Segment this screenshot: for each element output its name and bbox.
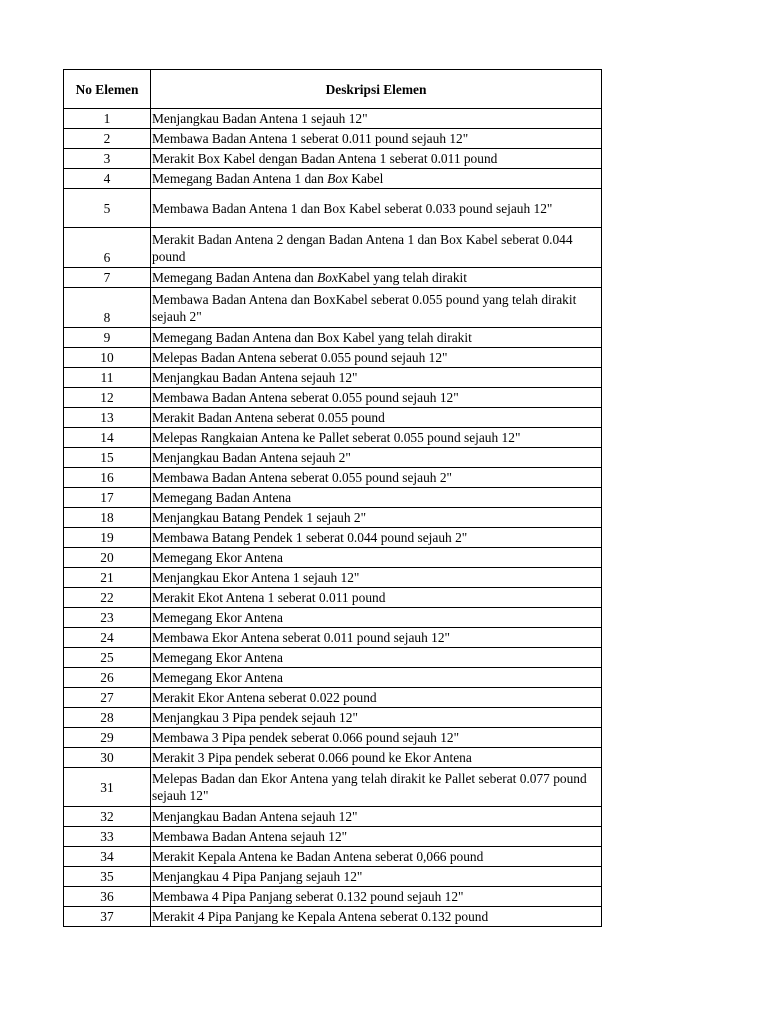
element-number: 30 <box>64 748 151 768</box>
table-row <box>64 648 602 668</box>
table-row <box>64 867 602 887</box>
table-row <box>64 768 602 807</box>
element-number: 34 <box>64 847 151 867</box>
table-row <box>64 628 602 648</box>
element-number: 16 <box>64 468 151 488</box>
element-description: Menjangkau 4 Pipa Panjang sejauh 12" <box>151 867 602 887</box>
element-number: 20 <box>64 548 151 568</box>
element-number: 25 <box>64 648 151 668</box>
element-description: Menjangkau 3 Pipa pendek sejauh 12" <box>151 708 602 728</box>
table-row <box>64 708 602 728</box>
element-description: Merakit Ekor Antena seberat 0.022 pound <box>151 688 602 708</box>
table-row <box>64 448 602 468</box>
table-row <box>64 887 602 907</box>
description-text: Memegang Badan Antena dan <box>152 270 318 285</box>
element-description: Memegang Ekor Antena <box>151 668 602 688</box>
element-description: Membawa Batang Pendek 1 seberat 0.044 pound sejauh 2" <box>151 528 602 548</box>
element-number: 10 <box>64 348 151 368</box>
element-number: 8 <box>64 288 151 328</box>
element-description: Menjangkau Badan Antena 1 sejauh 12" <box>151 109 602 129</box>
element-description: Memegang Badan Antena dan Box Kabel yang telah dirakit <box>151 328 602 348</box>
table-row <box>64 548 602 568</box>
element-description: Memegang Ekor Antena <box>151 548 602 568</box>
table-row <box>64 428 602 448</box>
description-italic-text: Box <box>317 270 338 285</box>
element-number: 13 <box>64 408 151 428</box>
table-row <box>64 408 602 428</box>
element-number: 12 <box>64 388 151 408</box>
element-number: 19 <box>64 528 151 548</box>
table-row <box>64 907 602 927</box>
element-number: 31 <box>64 768 151 807</box>
element-description: Merakit Badan Antena 2 dengan Badan Antena 1 dan Box Kabel seberat 0.044 pound <box>151 228 602 268</box>
table-row <box>64 388 602 408</box>
element-number: 21 <box>64 568 151 588</box>
element-number: 2 <box>64 129 151 149</box>
element-number: 24 <box>64 628 151 648</box>
element-description: Membawa Badan Antena 1 seberat 0.011 pound sejauh 12" <box>151 129 602 149</box>
element-number: 23 <box>64 608 151 628</box>
element-description: Menjangkau Badan Antena sejauh 2" <box>151 448 602 468</box>
element-description: Membawa 3 Pipa pendek seberat 0.066 pound sejauh 12" <box>151 728 602 748</box>
element-number: 9 <box>64 328 151 348</box>
table-row <box>64 608 602 628</box>
description-text: Kabel <box>347 171 384 186</box>
element-number: 1 <box>64 109 151 129</box>
table-row <box>64 468 602 488</box>
table-row <box>64 827 602 847</box>
element-number: 5 <box>64 189 151 228</box>
table-body <box>64 109 602 927</box>
element-description: Merakit Kepala Antena ke Badan Antena seberat 0,066 pound <box>151 847 602 867</box>
table-row <box>64 268 602 288</box>
element-description: Membawa Badan Antena dan BoxKabel seberat 0.055 pound yang telah dirakit sejauh 2" <box>151 288 602 328</box>
element-number: 29 <box>64 728 151 748</box>
element-description: Memegang Ekor Antena <box>151 608 602 628</box>
table-row <box>64 288 602 328</box>
table-row <box>64 368 602 388</box>
element-description <box>151 169 602 189</box>
element-number: 15 <box>64 448 151 468</box>
element-number: 4 <box>64 169 151 189</box>
header-no: No Elemen <box>64 70 151 109</box>
table-row <box>64 588 602 608</box>
table-row <box>64 149 602 169</box>
table-row <box>64 348 602 368</box>
element-number: 11 <box>64 368 151 388</box>
table-row <box>64 129 602 149</box>
table-header-row <box>64 70 602 109</box>
table-row <box>64 189 602 228</box>
table-row <box>64 508 602 528</box>
table-row <box>64 568 602 588</box>
element-description: Membawa Badan Antena seberat 0.055 pound sejauh 2" <box>151 468 602 488</box>
element-description: Melepas Rangkaian Antena ke Pallet seberat 0.055 pound sejauh 12" <box>151 428 602 448</box>
element-number: 3 <box>64 149 151 169</box>
table-row <box>64 328 602 348</box>
element-number: 33 <box>64 827 151 847</box>
element-description: Memegang Badan Antena <box>151 488 602 508</box>
element-number: 35 <box>64 867 151 887</box>
table-row <box>64 807 602 827</box>
element-table <box>63 69 602 927</box>
table-row <box>64 748 602 768</box>
table-row <box>64 668 602 688</box>
element-number: 7 <box>64 268 151 288</box>
element-description: Memegang Ekor Antena <box>151 648 602 668</box>
element-description: Membawa Badan Antena sejauh 12" <box>151 827 602 847</box>
description-text: Memegang Badan Antena 1 dan <box>152 171 328 186</box>
element-description: Merakit Ekot Antena 1 seberat 0.011 pound <box>151 588 602 608</box>
table-row <box>64 228 602 268</box>
description-italic-text: Box <box>327 171 348 186</box>
table-row <box>64 109 602 129</box>
element-number: 14 <box>64 428 151 448</box>
element-description: Merakit Badan Antena seberat 0.055 pound <box>151 408 602 428</box>
element-description: Menjangkau Badan Antena sejauh 12" <box>151 368 602 388</box>
element-description: Menjangkau Batang Pendek 1 sejauh 2" <box>151 508 602 528</box>
table-row <box>64 528 602 548</box>
element-description: Menjangkau Badan Antena sejauh 12" <box>151 807 602 827</box>
description-text: Kabel yang telah dirakit <box>337 270 467 285</box>
element-description: Menjangkau Ekor Antena 1 sejauh 12" <box>151 568 602 588</box>
element-description: Melepas Badan Antena seberat 0.055 pound sejauh 12" <box>151 348 602 368</box>
table-row <box>64 688 602 708</box>
element-description: Membawa Badan Antena seberat 0.055 pound sejauh 12" <box>151 388 602 408</box>
element-description: Merakit 4 Pipa Panjang ke Kepala Antena seberat 0.132 pound <box>151 907 602 927</box>
element-number: 27 <box>64 688 151 708</box>
header-desc: Deskripsi Elemen <box>151 70 602 109</box>
element-description: Merakit 3 Pipa pendek seberat 0.066 pound ke Ekor Antena <box>151 748 602 768</box>
element-description: Merakit Box Kabel dengan Badan Antena 1 seberat 0.011 pound <box>151 149 602 169</box>
table-row <box>64 488 602 508</box>
table-row <box>64 847 602 867</box>
element-number: 17 <box>64 488 151 508</box>
element-number: 37 <box>64 907 151 927</box>
table-row <box>64 169 602 189</box>
element-number: 18 <box>64 508 151 528</box>
element-number: 28 <box>64 708 151 728</box>
element-description <box>151 268 602 288</box>
element-number: 26 <box>64 668 151 688</box>
element-number: 32 <box>64 807 151 827</box>
element-description: Membawa Badan Antena 1 dan Box Kabel seberat 0.033 pound sejauh 12" <box>151 189 602 228</box>
element-description: Membawa 4 Pipa Panjang seberat 0.132 pound sejauh 12" <box>151 887 602 907</box>
element-description: Melepas Badan dan Ekor Antena yang telah dirakit ke Pallet seberat 0.077 pound sejauh 12" <box>151 768 602 807</box>
element-description: Membawa Ekor Antena seberat 0.011 pound sejauh 12" <box>151 628 602 648</box>
table-row <box>64 728 602 748</box>
element-number: 6 <box>64 228 151 268</box>
element-number: 22 <box>64 588 151 608</box>
element-number: 36 <box>64 887 151 907</box>
